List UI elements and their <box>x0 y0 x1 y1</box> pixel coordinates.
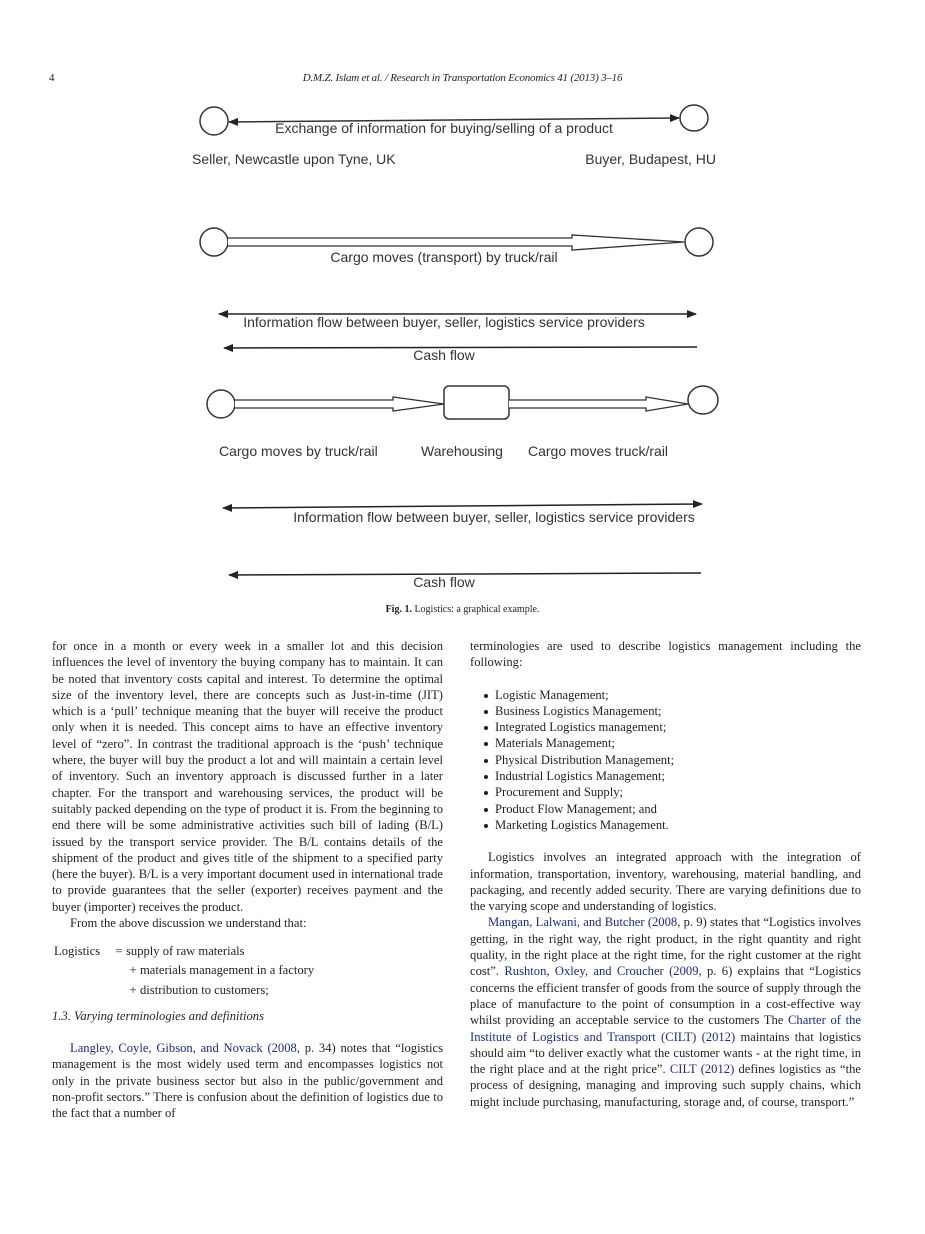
paragraph: Logistics involves an integrated approach with the integration of information, transportation, inventory, warehousing, material handling, and packaging, and recently added security. There are varying definitions due to the varying scope and understanding of logistics. <box>470 850 861 914</box>
citation-link[interactable]: Mangan, Lalwani, and Butcher (2008 <box>488 915 678 930</box>
panel-direct-transport <box>200 228 713 363</box>
equals-sign: = <box>115 943 123 958</box>
equation-term: distribution to customers; <box>140 982 269 997</box>
paragraph: From the above discussion we understand that: <box>70 916 307 931</box>
citation-link[interactable]: Rushton, Oxley, and Croucher (2009 <box>504 964 699 979</box>
list-item: Integrated Logistics management; <box>484 719 861 735</box>
cargo-left-label: Cargo moves by truck/rail <box>219 443 378 459</box>
page-number: 4 <box>49 72 55 84</box>
equation-term: materials management in a factory <box>140 963 315 978</box>
cargo-right-label: Cargo moves truck/rail <box>528 443 669 459</box>
cargo-hollow-arrow-icon <box>228 235 684 250</box>
equation-lhs: Logistics <box>54 943 101 958</box>
warehouse-node-icon <box>444 386 509 419</box>
paragraph: Mangan, Lalwani, and Butcher (2008, p. 9) states that “Logistics involves getting, in the right way, the right product, in the right quantity and right quality, in the right place at the right time, for the right customer at the right cost”. Rushton, Oxley, and Croucher (2009, p. 6) explains that “Logistics concerns the efficient transfer of goods from the source of supply through the place of manufacture to the point of consumption in a cost-effective way whilst providing an acceptable service to the customers The Charter of the Institute of Logistics and Transport (CILT) (2012) maintains that logistics should aim “to deliver exactly what the customer wants - at the right time, in the right place and at the right price”. CILT (2012) defines logistics as “the process of designing, managing and improving such supply chains, which might include purchasing, manufacturing, storage and, of course, transport.” <box>470 915 862 1109</box>
caption-label: Fig. 1. <box>385 604 412 615</box>
list-item: Industrial Logistics Management; <box>484 768 861 784</box>
section-heading: 1.3. Varying terminologies and definitions <box>52 1008 264 1023</box>
cash-flow-label: Cash flow <box>413 347 475 363</box>
list-item: Marketing Logistics Management. <box>484 817 861 833</box>
list-item: Business Logistics Management; <box>484 703 861 719</box>
list-item: Product Flow Management; and <box>484 801 861 817</box>
figure-logistics-diagram <box>0 0 925 600</box>
left-column <box>52 638 443 1122</box>
right-column <box>470 638 861 1110</box>
cash-flow-label: Cash flow <box>413 574 475 590</box>
terminology-list <box>484 687 861 834</box>
list-item: Physical Distribution Management; <box>484 752 861 768</box>
exchange-label: Exchange of information for buying/selling of a product <box>275 120 613 136</box>
cargo-hollow-arrow-icon <box>235 397 444 411</box>
information-flow-label: Information flow between buyer, seller, logistics service providers <box>293 509 695 525</box>
list-item: Materials Management; <box>484 735 861 751</box>
information-flow-arrow-icon <box>223 504 702 508</box>
paragraph: for once in a month or every week in a smaller lot and this decision influences the level of inventory the buying company has to maintain. It can be noted that inventory costs capital and interest. To determine the optimal size of the inventory level, there are concepts such as Just-in-time (JIT) which is a ‘pull’ technique meaning that the buyer will receive the product only when it is needed. This concept aims to have an effective inventory level of “zero”. In contrast the traditional approach is the ‘push’ technique where, the buyer will buy the product a lot and will maintain a certain level of inventory. Such an inventory approach is discussed further in a later chapter. For the transport and warehousing services, the product will be suitably packed depending on the type of product it is. From the beginning to end there will be some administrative activities such bill of lading (B/L) issued by the transport service provider. The B/L contains details of the shipment of the product and gives title of the shipment to a specified party (here the buyer). B/L is a very important document used in international trade to provide guarantees that the seller (exporter) receives payment and the buyer (importer) receives the product. <box>52 639 443 914</box>
seller-node-icon <box>200 228 228 256</box>
information-flow-label: Information flow between buyer, seller, logistics service providers <box>243 314 645 330</box>
equation-term: supply of raw materials <box>126 943 245 958</box>
cargo-hollow-arrow-icon <box>509 397 688 411</box>
figure-caption <box>0 604 925 615</box>
list-item: Procurement and Supply; <box>484 784 861 800</box>
buyer-node-icon <box>688 386 718 414</box>
list-item: Logistic Management; <box>484 687 861 703</box>
panel-information-exchange <box>192 105 716 167</box>
panel-with-warehousing <box>207 386 718 590</box>
buyer-node-icon <box>680 105 708 131</box>
seller-node-icon <box>200 107 228 135</box>
warehousing-label: Warehousing <box>421 443 503 459</box>
paragraph: Langley, Coyle, Gibson, and Novack (2008, p. 34) notes that “logistics management is the most widely used term and encompasses logistics not only in the private business sector but also in the public/government and non-profit sectors.” There is confusion about the definition of logistics due to the fact that a number of <box>52 1041 443 1121</box>
citation-link[interactable]: Langley, Coyle, Gibson, and Novack (2008 <box>70 1041 297 1056</box>
plus-sign: + <box>129 963 137 978</box>
cargo-label: Cargo moves (transport) by truck/rail <box>330 249 558 265</box>
buyer-label: Buyer, Budapest, HU <box>585 151 716 167</box>
seller-label: Seller, Newcastle upon Tyne, UK <box>192 151 396 167</box>
plus-sign: + <box>129 982 137 997</box>
seller-node-icon <box>207 390 235 418</box>
paragraph: terminologies are used to describe logistics management including the following: <box>470 639 861 670</box>
running-head: D.M.Z. Islam et al. / Research in Transportation Economics 41 (2013) 3–16 <box>302 72 623 84</box>
logistics-equation <box>54 941 443 1000</box>
citation-link[interactable]: Charter of the Institute of Logistics and Transport (CILT) (2012) <box>470 1013 862 1044</box>
caption-text: Logistics: a graphical example. <box>414 604 540 615</box>
buyer-node-icon <box>685 228 713 256</box>
citation-link[interactable]: CILT (2012) <box>669 1062 735 1077</box>
